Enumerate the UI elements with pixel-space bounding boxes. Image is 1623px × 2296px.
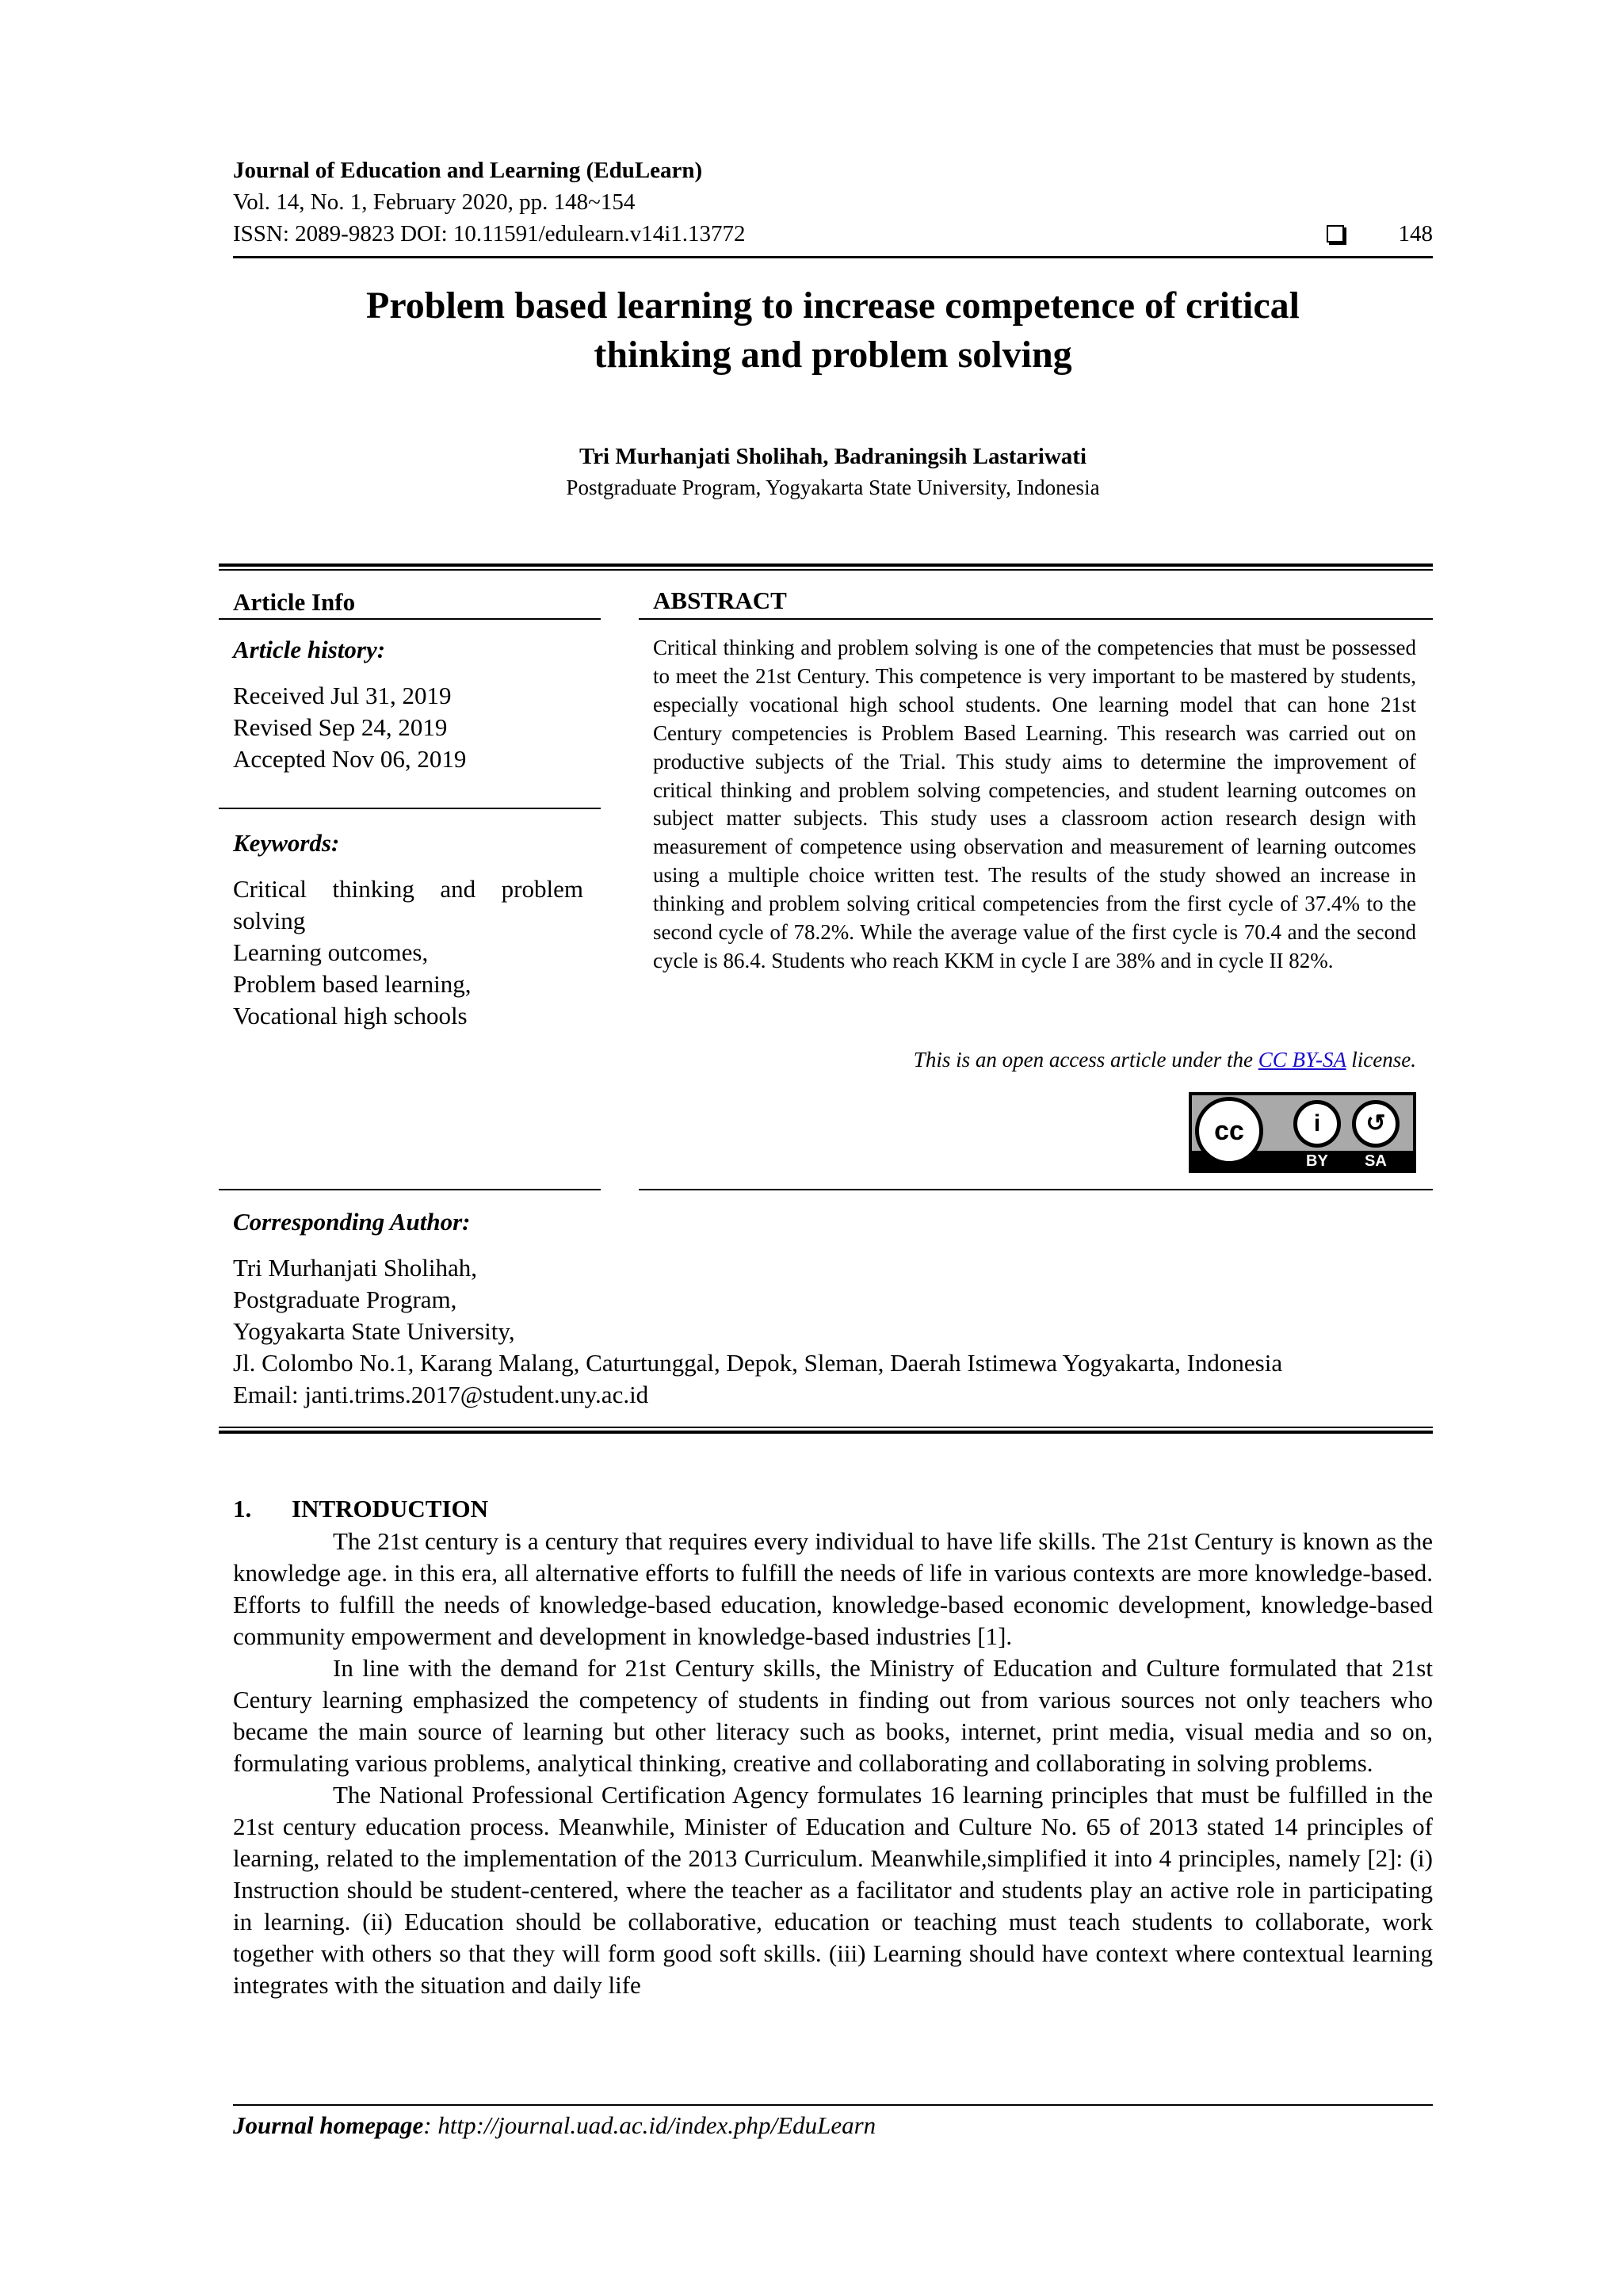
checkbox-icon [1327,225,1344,243]
article-info-rule [219,618,601,620]
author-name: Tri Murhanjati Sholihah, [233,1254,478,1282]
cc-by-sa-badge [1189,1092,1416,1173]
journal-homepage: Journal homepage: http://journal.uad.ac.id/index.php/EduLearn [233,2111,876,2139]
keywords-label: Keywords: [233,829,340,857]
attribution-icon: i [1293,1100,1341,1148]
author-university: Yogyakarta State University, [233,1317,515,1345]
keyword-item: Critical thinking and problem [233,875,583,903]
journal-name: Journal of Education and Learning (EduLearn) [233,158,703,183]
keywords-block [233,827,599,1032]
divider-thin-bottom [219,1427,1433,1428]
paragraph: The 21st century is a century that requires every individual to have life skills. The 21st Century is known as the knowledge age. in this era, all alternative efforts to fulfill the needs of life in various contexts are more knowledge-based. Efforts to fulfill the needs of knowledge-based education, knowledge-based economic development, knowledge-based community empowerment and development in knowledge-based industries [1]. [233,1527,1433,1650]
author-address: Jl. Colombo No.1, Karang Malang, Caturtunggal, Depok, Sleman, Daerah Istimewa Yogyakarta, Indonesia [233,1349,1283,1377]
by-label: BY [1306,1152,1328,1170]
page-number: 148 [1398,221,1433,246]
footer-rule [233,2104,1433,2106]
divider-thick-bottom [219,1431,1433,1434]
abstract-heading: ABSTRACT [653,586,787,614]
header-rule [233,256,1433,258]
history-label: Article history: [233,636,386,663]
abstract-text: Critical thinking and problem solving is one of the competencies that must be possessed to meet the 21st Century. This competence is very important to be mastered by students, especially vocational high school students. One learning model that can hone 21st Century competencies is Problem Based Learning. This research was carried out on productive subjects of the Trial. This study aims to determine the improvement of critical thinking and problem solving competencies, and student learning outcomes on subject matter subjects. This study uses a classroom action research design with measurement of competence using observation and measurement of learning outcomes using a multiple choice written test. The results of the study showed an increase in thinking and problem solving critical competencies from the first cycle of 37.4% to the second cycle of 78.2%. While the average value of the first cycle is 70.4 and the second cycle is 86.4. Students who reach KKM in cycle I are 38% and in cycle II 82%. [653,636,1416,972]
divider-thin [219,569,1433,571]
license-note: This is an open access article under the CC BY-SA license. [913,1048,1416,1072]
abstract-rule [639,618,1433,620]
keywords-rule [219,808,601,809]
author-program: Postgraduate Program, [233,1286,457,1313]
keyword-item: Problem based learning, [233,970,472,998]
author-email: Email: janti.trims.2017@student.uny.ac.id [233,1381,649,1408]
running-header [233,155,1433,250]
issn-doi: ISSN: 2089-9823 DOI: 10.11591/edulearn.v14i1.13772 [233,221,746,246]
keyword-item-continued: solving [233,907,306,934]
sa-label: SA [1365,1152,1387,1170]
title-line-1: Problem based learning to increase competence of critical [366,285,1300,327]
keyword-item: Vocational high schools [233,1002,468,1030]
revised-date: Revised Sep 24, 2019 [233,713,448,741]
divider-thick [219,563,1433,567]
received-date: Received Jul 31, 2019 [233,682,452,709]
divider-left [219,1189,601,1190]
divider-right [639,1189,1433,1190]
title-line-2: thinking and problem solving [594,334,1072,376]
keyword-item: Learning outcomes, [233,938,429,966]
article-history [233,634,599,775]
authors: Tri Murhanjati Sholihah, Badraningsih Lastariwati [579,444,1086,469]
paper-title [233,281,1433,380]
paragraph: The National Professional Certification Agency formulates 16 learning principles that must be fulfilled in the 21st century education process. Meanwhile, Minister of Education and Culture No. 65 of 2013 stated 14 principles of learning, related to the implementation of the 2013 Curriculum. Meanwhile,simplified it into 4 principles, namely [2]: (i) Instruction should be student-centered, where the teacher as a facilitator and students play an active role in participating in learning. (ii) Education should be collaborative, education or teaching must teach students to collaborate, work together with others so that they will form good soft skills. (iii) Learning should have context where contextual learning integrates with the situation and daily life [233,1781,1433,1999]
affiliation: Postgraduate Program, Yogyakarta State University, Indonesia [566,476,1100,499]
article-info-heading: Article Info [233,588,356,616]
cc-icon: cc [1195,1097,1263,1165]
corresponding-author [233,1206,1433,1411]
paragraph: In line with the demand for 21st Century skills, the Ministry of Education and Culture formulated that 21st Century learning emphasized the competency of students in finding out from various sources not only teachers who became the main source of learning but other literacy such as books, internet, print media, visual media and so on, formulating various problems, analytical thinking, creative and collaborating and collaborating in solving problems. [233,1654,1433,1777]
accepted-date: Accepted Nov 06, 2019 [233,745,467,773]
volume-info: Vol. 14, No. 1, February 2020, pp. 148~154 [233,189,636,215]
corresponding-label: Corresponding Author: [233,1208,471,1236]
share-alike-icon: ↺ [1352,1100,1400,1148]
license-link[interactable]: CC BY-SA [1258,1048,1346,1072]
section-heading: 1. INTRODUCTION [233,1495,489,1522]
intro-body [233,1526,1433,2001]
